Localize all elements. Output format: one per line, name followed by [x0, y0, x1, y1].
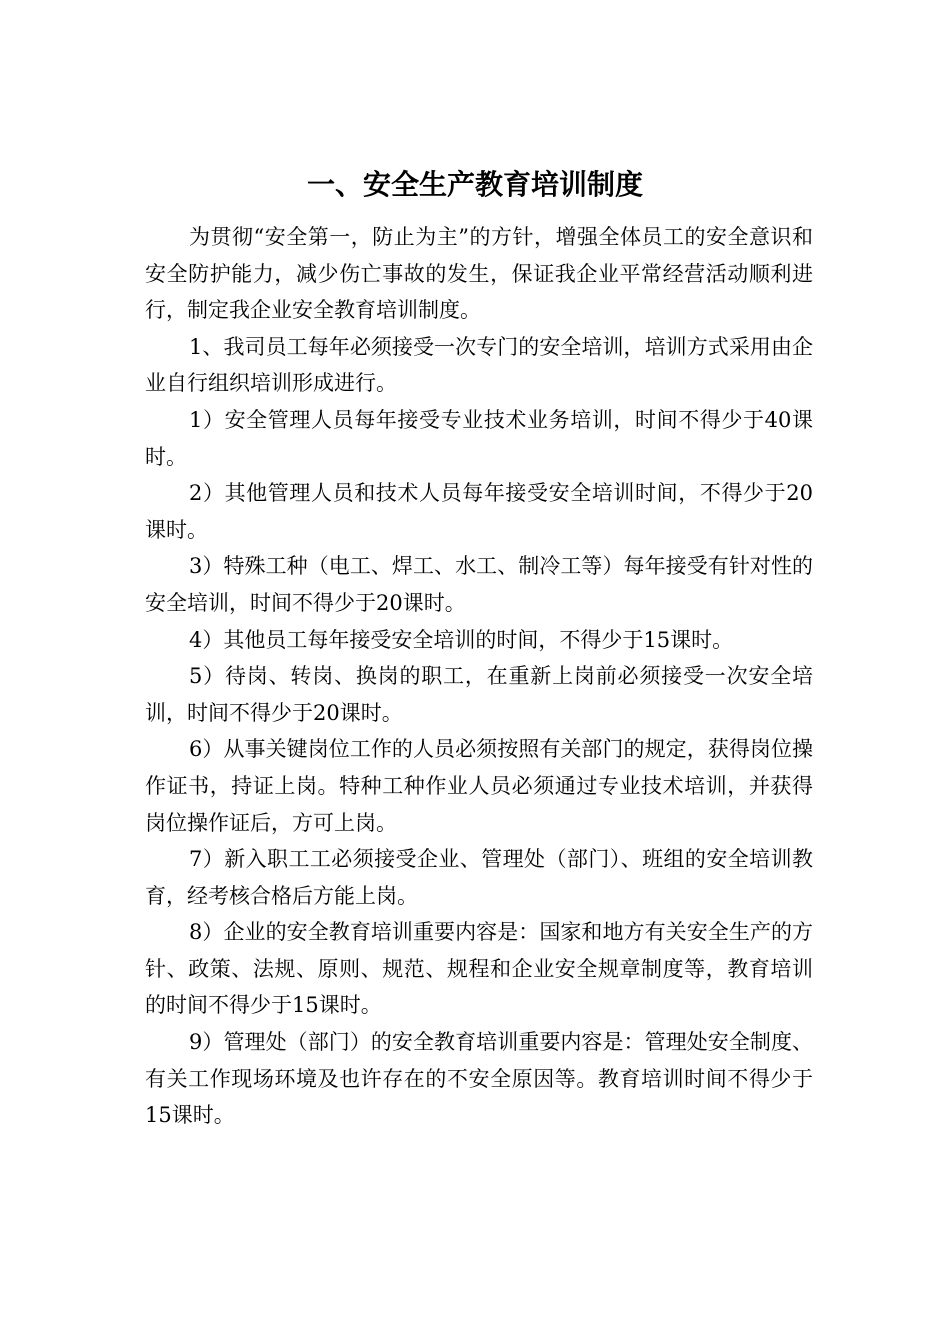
- document-title: 一、安全生产教育培训制度: [306, 168, 643, 201]
- paragraph-item-8: 8）企业的安全教育培训重要内容是：国家和地方有关安全生产的方针、政策、法规、原则、规范、规程和企业安全规章制度等，教育培训的时间不得少于15课时。: [145, 920, 813, 1018]
- paragraph-intro: 为贯彻“安全第一，防止为主”的方针，增强全体员工的安全意识和安全防护能力，减少伤亡事故的发生，保证我企业平常经营活动顺利进行，制定我企业安全教育培训制度。: [145, 225, 813, 323]
- document-body: [145, 219, 813, 1134]
- paragraph-item-5: 5）待岗、转岗、换岗的职工，在重新上岗前必须接受一次安全培训，时间不得少于20课时。: [145, 664, 813, 725]
- paragraph-item-4: 4）其他员工每年接受安全培训的时间，不得少于15课时。: [189, 627, 734, 652]
- paragraph-rule-1: 1、我司员工每年必须接受一次专门的安全培训，培训方式采用由企业自行组织培训形成进行。: [145, 334, 813, 396]
- paragraph-item-9: 9）管理处（部门）的安全教育培训重要内容是：管理处安全制度、有关工作现场环境及也许存在的不安全原因等。教育培训时间不得少于15课时。: [145, 1030, 813, 1128]
- paragraph-item-2: 2）其他管理人员和技术人员每年接受安全培训时间，不得少于20课时。: [145, 481, 813, 542]
- paragraph-item-6: 6）从事关键岗位工作的人员必须按照有关部门的规定，获得岗位操作证书，持证上岗。特种工种作业人员必须通过专业技术培训，并获得岗位操作证后，方可上岗。: [145, 737, 813, 835]
- paragraph-item-7: 7）新入职工工必须接受企业、管理处（部门）、班组的安全培训教育，经考核合格后方能上岗。: [145, 847, 813, 908]
- paragraph-item-1: 1）安全管理人员每年接受专业技术业务培训，时间不得少于40课时。: [145, 407, 813, 469]
- paragraph-item-3: 3）特殊工种（电工、焊工、水工、制冷工等）每年接受有针对性的安全培训，时间不得少于20课时。: [145, 554, 813, 615]
